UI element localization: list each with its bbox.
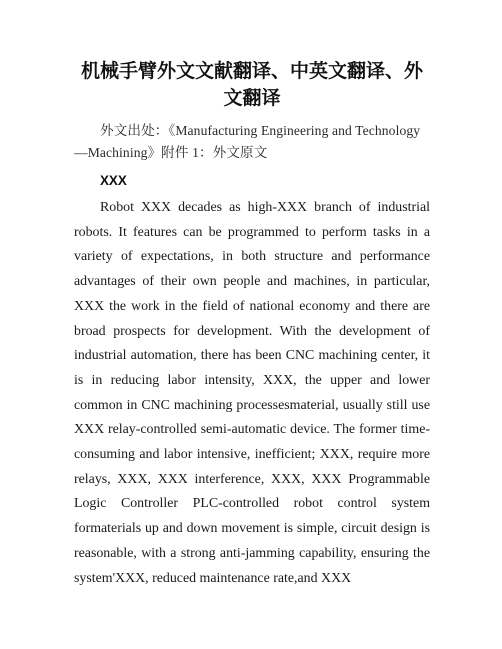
source-line: 外文出处：《Manufacturing Engineering and Technology—Machining》附件 1：外文原文 xyxy=(74,123,421,160)
body-paragraph: Robot XXX decades as high-XXX branch of industrial robots. It features can be programmed to perform tasks in a variety of expectations, in both structure and performance advantages of their own people and machines, in particular, XXX the work in the field of national economy and there are broad prospects for development. With the development of industrial automation, there has been CNC machining center, it is in reducing labor intensity, XXX, the upper and lower common in CNC machining processesmaterial, usually still use XXX relay-controlled semi-automatic device. The former time-consuming and labor intensive, inefficient; XXX, require more relays, XXX, XXX interference, XXX, XXX Programmable Logic Controller PLC-controlled robot control system formaterials up and down movement is simple, circuit design is reasonable, with a strong anti-jamming capability, ensuring the system'XXX, reduced maintenance rate,and XXX xyxy=(74,200,430,586)
document-title: 机械手臂外文文献翻译、中英文翻译、外文翻译 xyxy=(80,60,423,109)
document-page xyxy=(74,58,430,591)
section-heading: XXX xyxy=(100,173,127,188)
